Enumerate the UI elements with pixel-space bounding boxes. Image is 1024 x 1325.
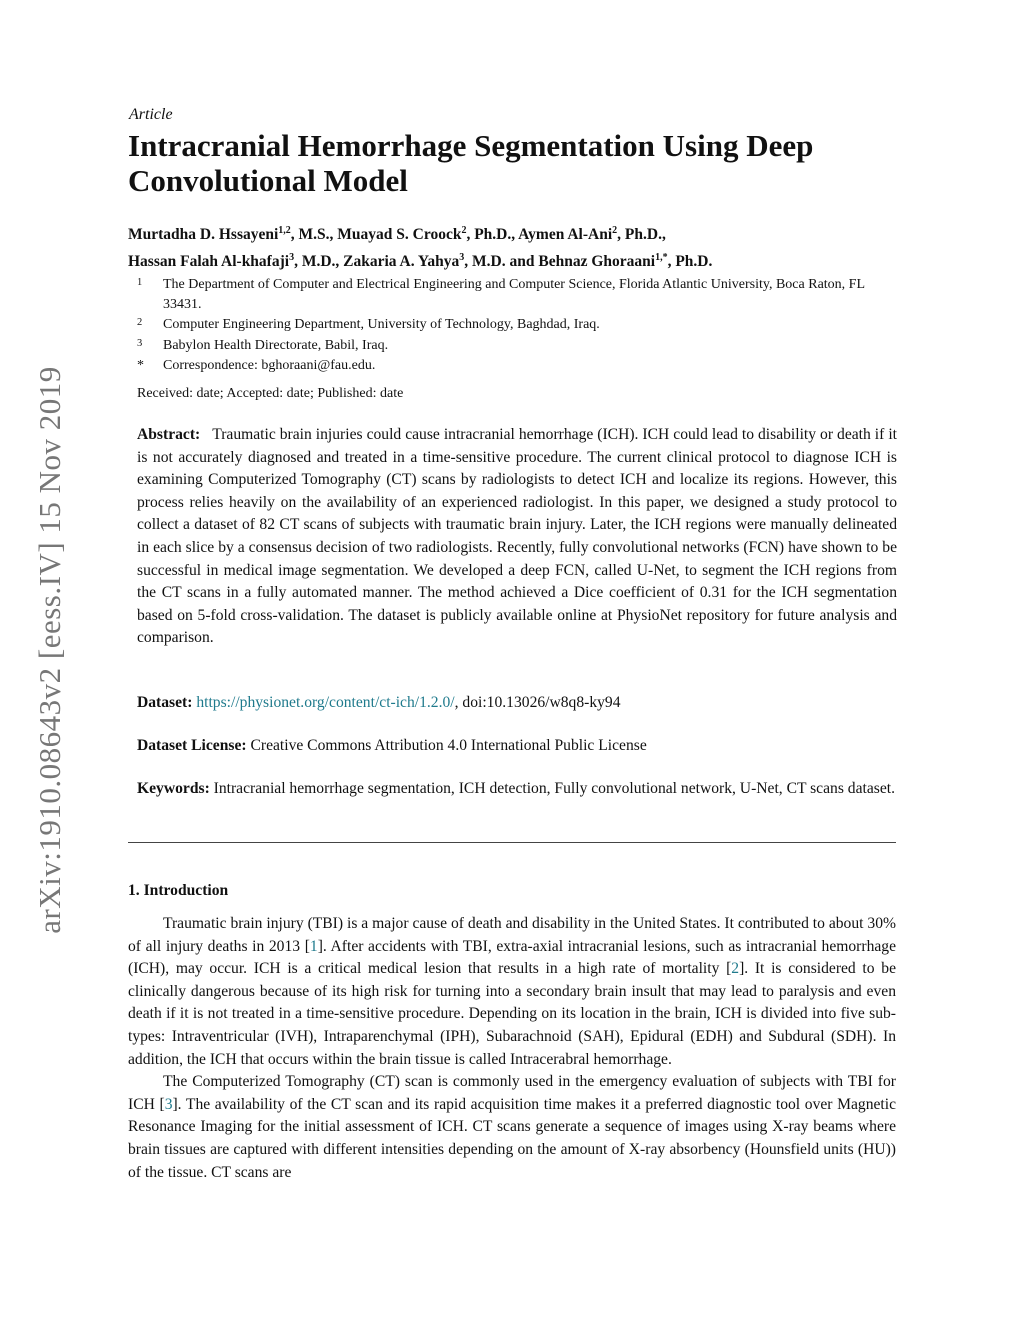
author-degree: , M.D. and	[464, 253, 539, 271]
paper-title	[128, 128, 928, 198]
arxiv-identifier: arXiv:1910.08643v2 [eess.IV] 15 Nov 2019	[32, 366, 67, 934]
abstract-text: Traumatic brain injuries could cause intracranial hemorrhage (ICH). ICH could lead to disability or death if it is not accurately diagnosed and treated in a time-sensitive procedure. The current clinical protocol to diagnose ICH is examining Computerized Tomography (CT) scans by radiologists to detect ICH and localize its regions. However, this process relies heavily on the availability of an experienced radiologist. In this paper, we designed a study protocol to collect a dataset of 82 CT scans of subjects with traumatic brain injury. Later, the ICH regions were manually delineated in each slice by a consensus decision of two radiologists. Recently, fully convolutional networks (FCN) have shown to be successful in medical image segmentation. We developed a deep FCN, called U-Net, to segment the ICH regions from the CT scans in a fully automated manner. The method achieved a Dice coefficient of 0.31 for the ICH segmentation based on 5-fold cross-validation. The dataset is publicly available online at PhysioNet repository for future analysis and comparison.	[137, 426, 897, 647]
arxiv-sidebar-stamp	[30, 345, 70, 955]
author-name: Behnaz Ghoraani	[538, 253, 656, 271]
keywords-label: Keywords:	[137, 780, 210, 797]
correspondence	[137, 356, 897, 376]
article-type-label: Article	[129, 106, 173, 123]
title-line-2: Convolutional Model	[128, 163, 408, 198]
affiliation-mark: 1	[137, 277, 143, 288]
author-name: Muayad S. Croock	[337, 226, 462, 244]
author-degree: , Ph.D.,	[466, 226, 519, 244]
dataset-doi: , doi:10.13026/w8q8-ky94	[454, 694, 621, 711]
author-name: Zakaria A. Yahya	[343, 253, 460, 271]
author-degree: , Ph.D.	[667, 253, 713, 271]
affiliation-3	[137, 336, 897, 356]
citation-link-2[interactable]: 2	[731, 960, 740, 978]
author-affiliation-mark: 2	[461, 225, 467, 236]
dataset-line	[137, 692, 897, 715]
title-line-1: Intracranial Hemorrhage Segmentation Using Deep	[128, 128, 814, 163]
license-label: Dataset License:	[137, 737, 247, 754]
abstract-label: Abstract:	[137, 426, 201, 443]
author-line-2	[128, 246, 898, 273]
paragraph-text: ]. It is considered to be clinically dangerous because of its high risk for turning into a secondary brain insult that may lead to paralysis and even death if it is not treated in a time-sensitive procedure. Depending on its location in the brain, ICH is divided into five sub-types: Intraventricular (IVH), Intraparenchymal (IPH), Subarachnoid (SAH), Epidural (EDH) and Subdural (SDH). In addition, the ICH that occurs within the brain tissue is called Intracerabral hemorrhage.	[128, 960, 896, 1068]
license-text: Creative Commons Attribution 4.0 International Public License	[250, 737, 647, 754]
section-divider	[128, 842, 896, 843]
author-degree: , M.S.,	[290, 226, 338, 244]
author-affiliation-mark: 1,*	[655, 252, 668, 264]
citation-link-3[interactable]: 3	[164, 1095, 173, 1113]
keywords-line	[137, 778, 897, 801]
author-name: Hassan Falah Al-khafaji	[128, 253, 290, 271]
author-list	[128, 219, 898, 273]
publication-dates: Received: date; Accepted: date; Published: date	[137, 386, 404, 401]
abstract	[137, 424, 897, 650]
affiliation-1	[137, 275, 897, 315]
affiliation-text: The Department of Computer and Electrical Engineering and Computer Science, Florida Atlantic University, Boca Raton, FL 33431.	[163, 277, 865, 312]
author-affiliation-mark: 1,2	[278, 225, 291, 236]
author-name: Murtadha D. Hssayeni	[128, 226, 279, 244]
paragraph-text: ]. After accidents with TBI, extra-axial intracranial lesions, such as intracranial hemorrhage (ICH), may occur. ICH is a critical medical lesion that results in a high rate of mortality [	[128, 937, 897, 978]
author-degree: , Ph.D.,	[617, 226, 666, 244]
dataset-label: Dataset:	[137, 694, 193, 711]
author-line-1	[128, 219, 898, 246]
author-affiliation-mark: 3	[289, 252, 295, 264]
license-line	[137, 735, 897, 758]
dataset-link[interactable]: https://physionet.org/content/ct-ich/1.2.0/	[196, 694, 455, 711]
author-affiliation-mark: 2	[612, 225, 618, 236]
paragraph-text: The Computerized Tomography (CT) scan is commonly used in the emergency evaluation of subjects with TBI for ICH [	[128, 1073, 896, 1113]
keywords-text: Intracranial hemorrhage segmentation, ICH detection, Fully convolutional network, U-Net, CT scans dataset.	[213, 780, 895, 797]
author-name: Aymen Al-Ani	[518, 226, 613, 244]
section-heading-introduction: 1. Introduction	[128, 882, 229, 899]
paragraph-text: ]. The availability of the CT scan and its rapid acquisition time makes it a preferred diagnostic tool over Magnetic Resonance Imaging for the initial assessment of ICH. CT scans generate a sequence of images using X-ray beams where brain tissues are captured with different intensities depending on the amount of X-ray absorbency (Hounsfield units (HU)) of the tissue. CT scans are	[128, 1095, 896, 1181]
citation-link-1[interactable]: 1	[309, 937, 318, 955]
affiliation-mark: 2	[137, 317, 143, 328]
affiliation-mark: 3	[137, 338, 143, 349]
paragraph-1	[128, 913, 896, 1071]
correspondence-mark: *	[137, 358, 144, 373]
author-degree: , M.D.,	[294, 253, 344, 271]
affiliation-text: Babylon Health Directorate, Babil, Iraq.	[163, 338, 389, 353]
author-affiliation-mark: 3	[459, 252, 465, 264]
affiliation-2	[137, 315, 897, 335]
affiliation-text: Computer Engineering Department, University of Technology, Baghdad, Iraq.	[163, 317, 600, 332]
paragraph-2	[128, 1071, 896, 1184]
paragraph-text: Traumatic brain injury (TBI) is a major cause of death and disability in the United States. It contributed to about 30% of all injury deaths in 2013 [	[128, 915, 896, 955]
introduction-body	[128, 913, 896, 1184]
correspondence-text: Correspondence: bghoraani@fau.edu.	[163, 358, 376, 373]
